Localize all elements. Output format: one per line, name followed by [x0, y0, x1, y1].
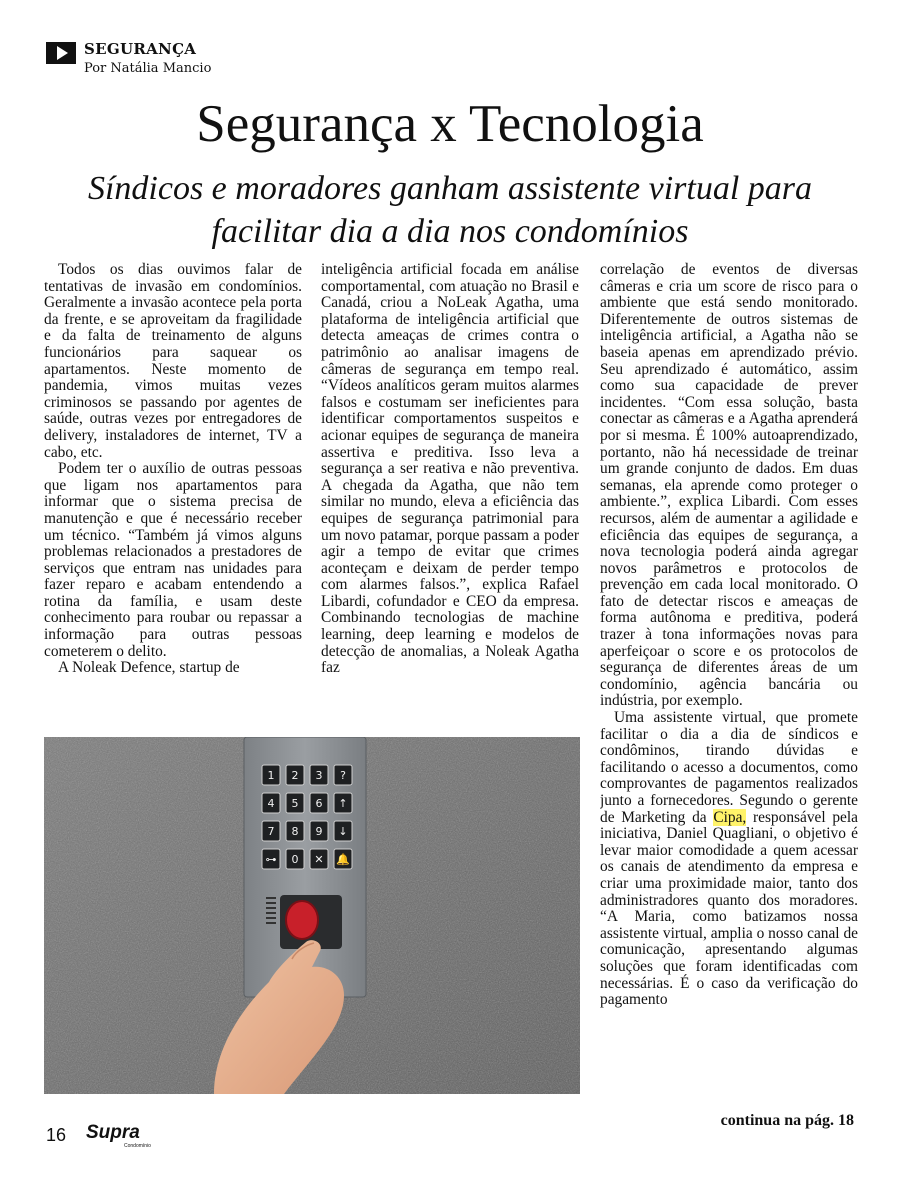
article-column-3 — [600, 262, 858, 1097]
keypad-key-label: 0 — [291, 853, 299, 866]
highlighted-text: Cipa, — [713, 808, 747, 826]
brand-name: Supra — [86, 1122, 140, 1143]
paragraph: Podem ter o auxílio de outras pessoas que ligam nos apartamentos para informar que o sistema precisa de manutenção e que é necessário receber um técnico. “Também já vimos alguns problemas relacionados a prestadores de serviços que entram nas unidades para fazer reparo e acabam entendendo a rotina da família, e usam deste conhecimento para roubar ou repassar a informação para outras pessoas cometerem o delito. — [44, 460, 302, 660]
article-photo — [44, 737, 580, 1094]
keypad-key-label: 2 — [291, 769, 299, 782]
keypad-key-label: ⊶ — [265, 853, 277, 866]
paragraph: Todos os dias ouvimos falar de tentativas de invasão em condomínios. Geralmente a invasão acontece pela porta da frente, e se aproveitam da fragilidade e da falta de treinamento de alguns funcionários para saquear os apartamentos. Neste momento de pandemia, vimos muitas vezes criminosos se passando por agentes de saúde, outras vezes por entregadores de delivery, instaladores de internet, TV a cabo, etc. — [44, 262, 302, 461]
keypad-key-label: ✕ — [314, 853, 324, 866]
text-run: responsável pela iniciativa, Daniel Quagliani, o objetivo é levar maior comodidade a quem acessar os canais de atendimento da empresa e criar uma proximidade maior, tanto dos administradores quanto dos moradores. “A Maria, como batizamos nossa assistente virtual, amplia o nosso canal de comunicação, apresentando algumas soluções que foram identificadas com necessárias. É o caso da verificação do pagamento — [600, 808, 858, 1009]
keypad-key-label: ↑ — [338, 797, 348, 810]
section-label: SEGURANÇA — [84, 40, 197, 58]
intercom-keypad-photo — [44, 737, 580, 1094]
paragraph: inteligência artificial focada em análise comportamental, com atuação no Brasil e Canadá, criou a NoLeak Agatha, uma plataforma de inteligência artificial que detecta ameaças de crimes contra o patrimônio ao analisar imagens de câmeras de segurança em tempo real. “Vídeos analíticos geram muitos alarmes falsos e costumam ser ineficientes para identificar comportamentos suspeitos e acionar equipes de segurança de maneira assertiva e preditiva. Isso leva a segurança a ser reativa e não preventiva. A chegada da Agatha, que não tem similar no mundo, eleva a eficiência das equipes de segurança patrimonial para um novo patamar, porque passam a poder agir a tempo de evitar que crimes aconteçam e deixam de perder tempo com alarmes falsos.”, explica Rafael Libardi, cofundador e CEO da empresa. Combinando tecnologias de machine learning, deep learning e modelos de detecção de anomalias, a Noleak Agatha faz — [321, 262, 579, 677]
keypad-key-label: 1 — [267, 769, 275, 782]
page-number: 16 — [46, 1125, 67, 1145]
keypad-key-label: 9 — [315, 825, 323, 838]
paragraph: correlação de eventos de diversas câmeras e cria um score de risco para o ambiente que está sendo monitorado. Diferentemente de outros sistemas de inteligência artificial, a Agatha não se baseia apenas em aprendizado prévio. Seu aprendizado é automático, assim como sua capacidade de prever incidentes. “Com essa solução, basta conectar as câmeras e a Agatha aprenderá por si mesma. É 100% autoaprendizado, portanto, não há necessidade de treinar um grande conjunto de dados. Em duas semanas, ela aprende como proteger o ambiente.”, explica Libardi. Com esses recursos, além de aumentar a agilidade e eficiência das equipes de segurança, a nova tecnologia poderá ainda agregar novos parâmetros e protocolos de prevenção em cada local monitorado. O fato de detectar riscos e ameaças de forma autônoma e preditiva, poderá trazer à tona informações novas para aperfeiçoar o score e os protocolos de segurança de diferentes áreas de um condomínio, agência bancária ou indústria, por exemplo. — [600, 262, 858, 710]
keypad-key-label: 3 — [315, 769, 323, 782]
keypad-key-label: ? — [340, 769, 346, 782]
brand-logo — [86, 1122, 151, 1149]
keypad-key-label: 6 — [315, 797, 323, 810]
article-column-2 — [321, 262, 579, 732]
headline: Segurança x Tecnologia — [196, 95, 704, 153]
article-column-1 — [44, 262, 302, 732]
rfid-key-fob — [286, 901, 318, 939]
keypad-key-label: ↓ — [338, 825, 348, 838]
paragraph — [600, 710, 858, 1009]
play-arrow-icon — [46, 42, 76, 64]
keypad-key-label: 4 — [267, 797, 275, 810]
brand-subtitle: Condomínio — [124, 1143, 151, 1149]
keypad-key-label: 7 — [267, 825, 275, 838]
continued-note: continua na pág. 18 — [720, 1112, 854, 1129]
author-byline: Por Natália Mancio — [84, 61, 212, 76]
keypad-key-label: 8 — [291, 825, 299, 838]
paragraph: A Noleak Defence, startup de — [58, 659, 240, 677]
keypad-key-label: 🔔 — [336, 853, 350, 866]
subheadline: Síndicos e moradores ganham assistente virtual para facilitar dia a dia nos condomínios — [87, 170, 813, 250]
text-run: Uma assistente virtual, que promete facilitar o dia a dia de síndicos e condôminos, tirando dúvidas e facilitando o acesso a documentos, como comprovantes de pagamentos realizados junto a fornecedores. Segundo o gerente de Marketing da — [600, 709, 858, 826]
keypad-key-label: 5 — [291, 797, 299, 810]
